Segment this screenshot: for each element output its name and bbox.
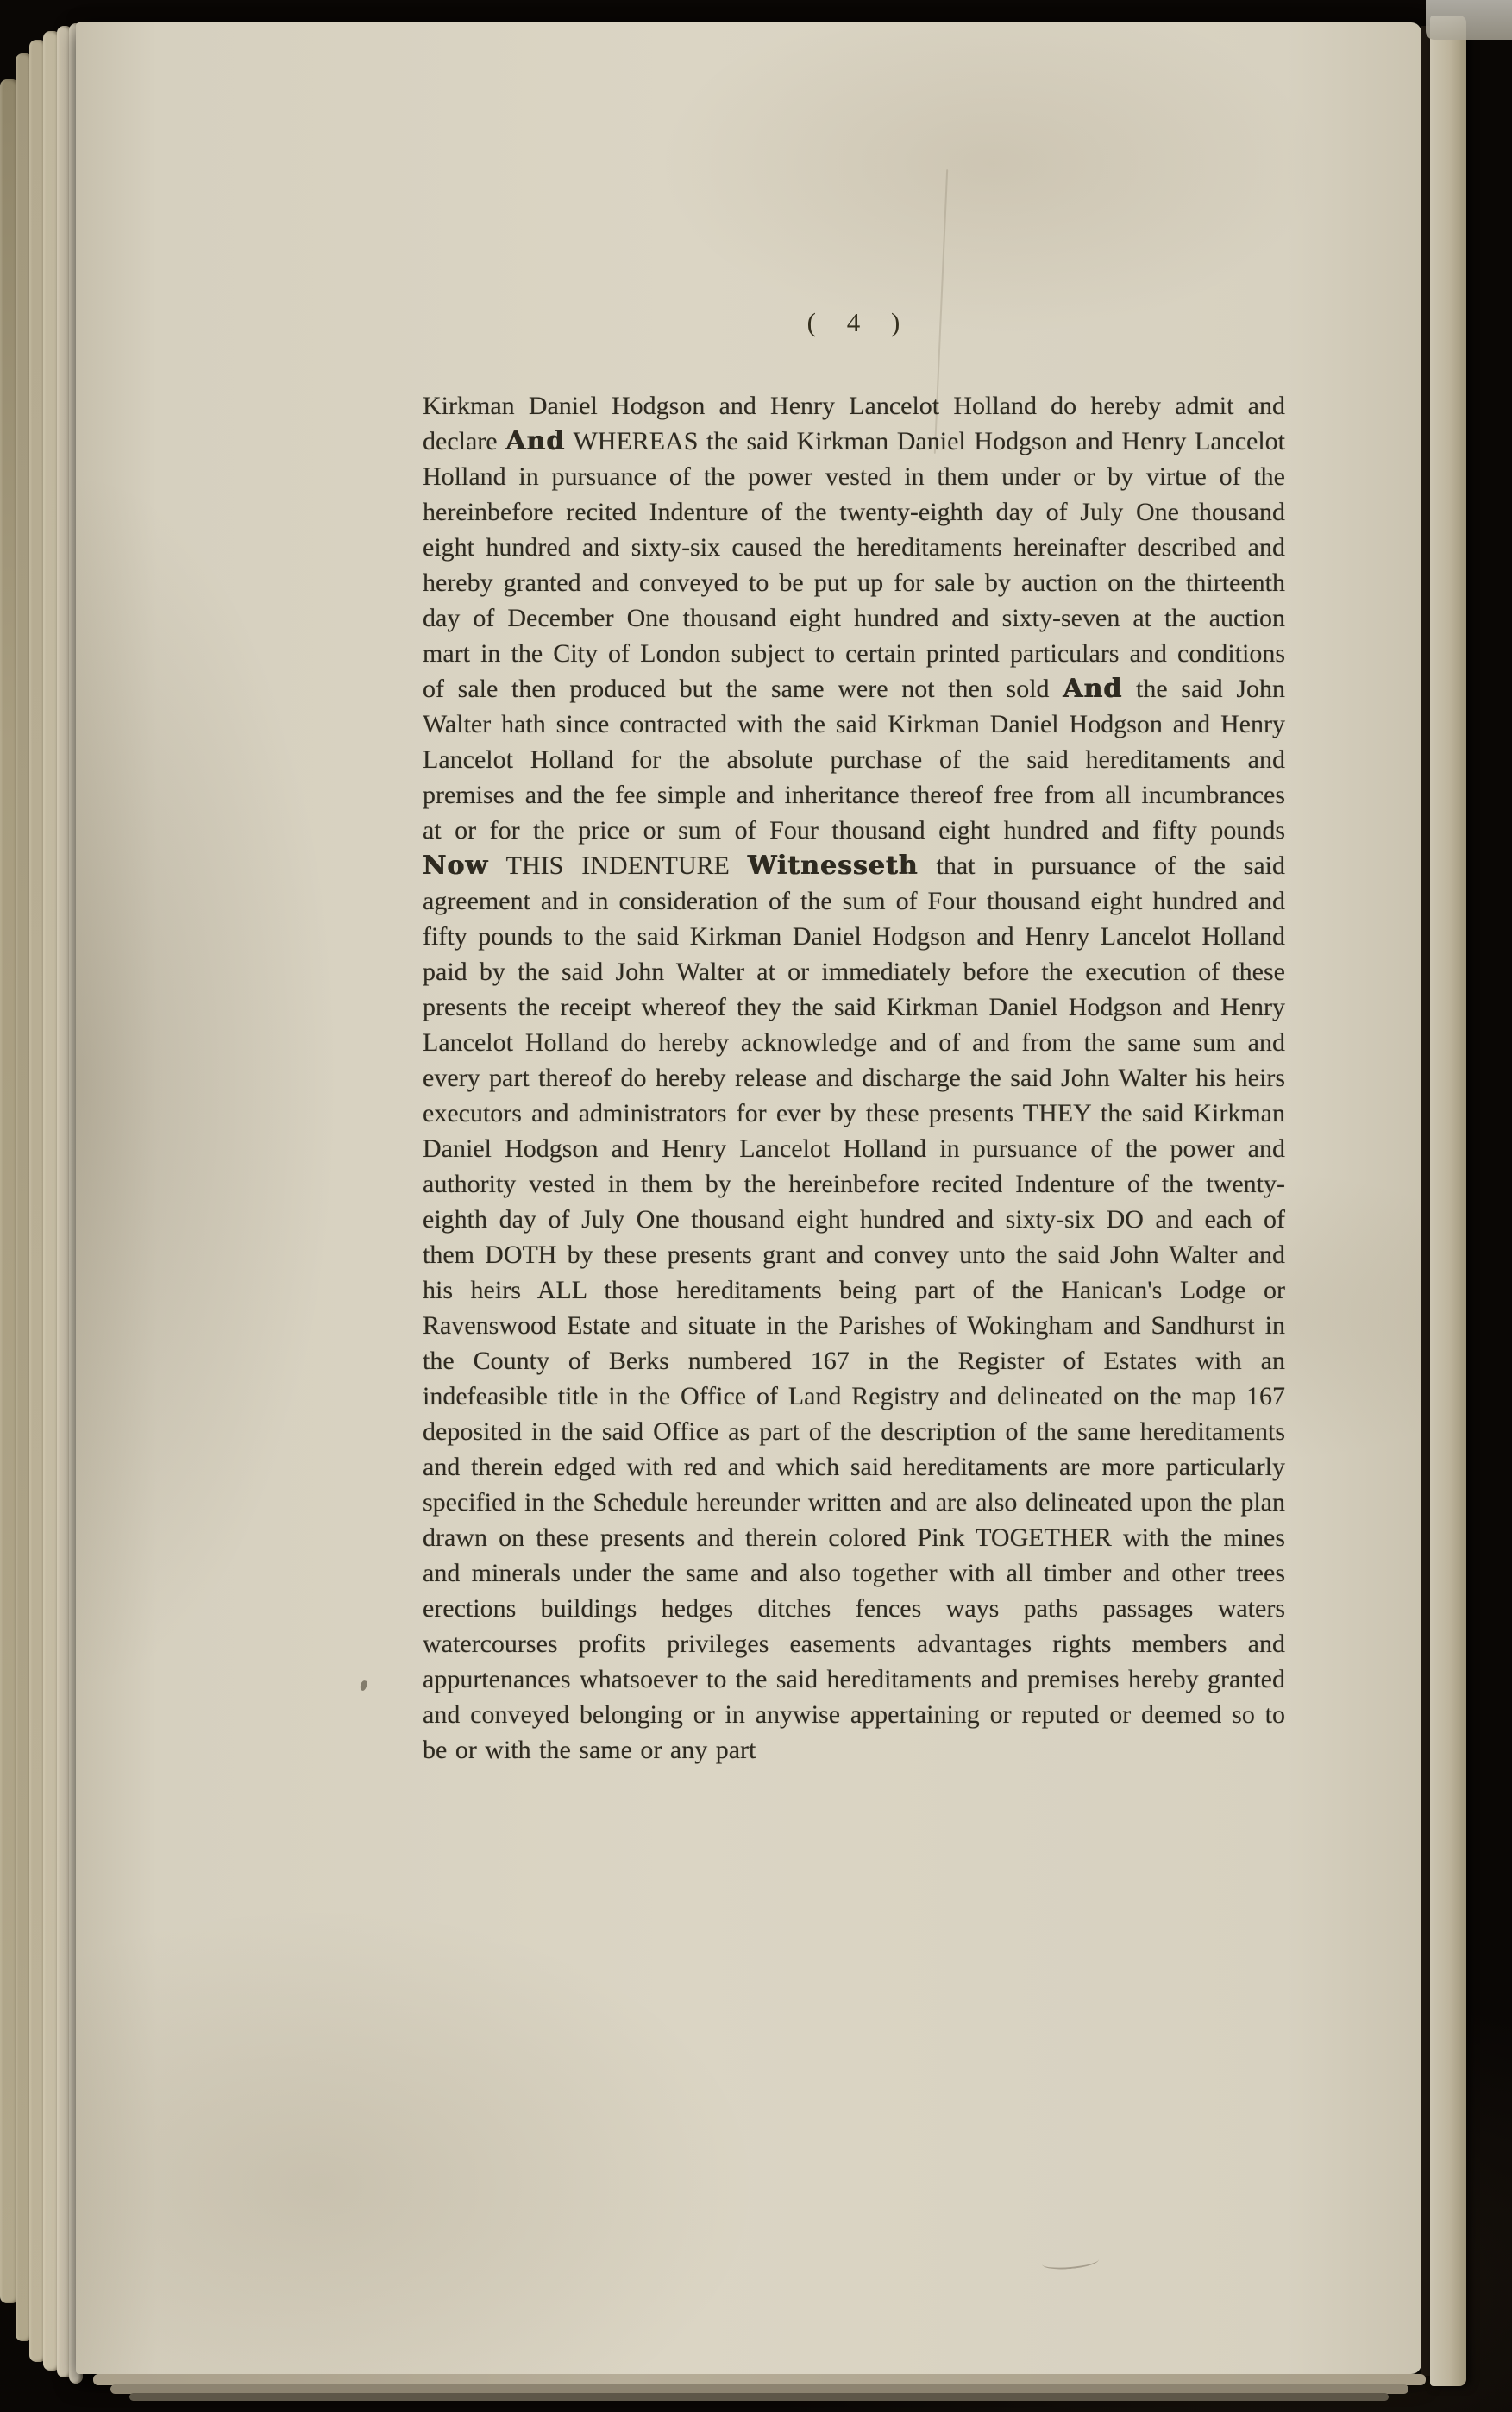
text-segment-normal: WHEREAS the said Kirkman Daniel Hodgson and Henry Lancelot Holland in pursuance of the power vested in them under or by virtue of the hereinbefore recited Indenture of the twenty-eighth day of July One thousand eight hundred and sixty-six caused the hereditaments hereinafter described and hereby granted and conveyed to be put up for sale by auction on the thirteenth day of December One thousand eight hundred and sixty-seven at the auction mart in the City of London subject to certain printed particulars and conditions of sale then produced but the same were not then sold — [423, 427, 1285, 703]
body-text — [423, 388, 1285, 1768]
top-right-page-leaf — [1426, 0, 1512, 40]
text-segment-normal: the said John Walter hath since contracted with the said Kirkman Daniel Hodgson and Henry Lancelot Holland for the absolute purchase of the said hereditaments and premises and the fee simple and inheritance thereof free from all incumbrances at or for the price or sum of Four thousand eight hundred and fifty pounds — [423, 675, 1286, 845]
text-segment-normal: that in pursuance of the said agreement and in consideration of the sum of Four thousand eight hundred and fifty pounds to the said Kirkman Daniel Hodgson and Henry Lancelot Holland paid by the said John Walter at or immediately before the execution of these presents the receipt whereof they the said Kirkman Daniel Hodgson and Henry Lancelot Holland do hereby acknowledge and of and from the same sum and every part thereof do hereby release and discharge the said John Walter his heirs executors and administrators for ever by these presents THEY the said Kirkman Daniel Hodgson and Henry Lancelot Holland in pursuance of the power and authority vested in them by the hereinbefore recited Indenture of the twenty-eighth day of July One thousand eight hundred and sixty-six DO and each of them DOTH by these presents grant and convey unto the said John Walter and his heirs ALL those hereditaments being part of the Hanican's Lodge or Ravenswood Estate and situate in the Parishes of Wokingham and Sandhurst in the County of Berks numbered 167 in the Register of Estates with an indefeasible title in the Office of Land Registry and delineated on the map 167 deposited in the said Office as part of the description of the same hereditaments and therein edged with red and which said hereditaments are more particularly specified in the Schedule hereunder written and are also delineated upon the plan drawn on these presents and therein colored Pink TOGETHER with the mines and minerals under the same and also together with all timber and other trees erections buildings hedges ditches fences ways paths passages waters watercourses profits privileges easements advantages rights members and appurtenances whatsoever to the said hereditaments and premises hereby granted and conveyed belonging or in anywise appertaining or reputed or deemed so to be or with the same or any part — [423, 851, 1285, 1764]
page-number: ( 4 ) — [806, 307, 901, 337]
text-segment-normal: Kirkman Daniel Hodgson and Henry Lancelot Holland do hereby admit and declare — [423, 392, 1285, 455]
text-segment-blackletter: Witnesseth — [747, 851, 919, 881]
faint-pen-mark — [1041, 2252, 1099, 2271]
text-segment-blackletter: And — [1063, 674, 1123, 704]
book-page — [76, 22, 1421, 2374]
text-segment-normal: THIS INDENTURE — [488, 851, 748, 880]
text-segment-blackletter: And — [505, 426, 566, 456]
page-gap-shadow — [1421, 26, 1430, 2376]
ink-speck — [359, 1680, 367, 1692]
right-page-edge — [1430, 16, 1466, 2386]
text-segment-blackletter: Now — [423, 851, 489, 881]
page-edge-strip — [129, 2393, 1389, 2401]
